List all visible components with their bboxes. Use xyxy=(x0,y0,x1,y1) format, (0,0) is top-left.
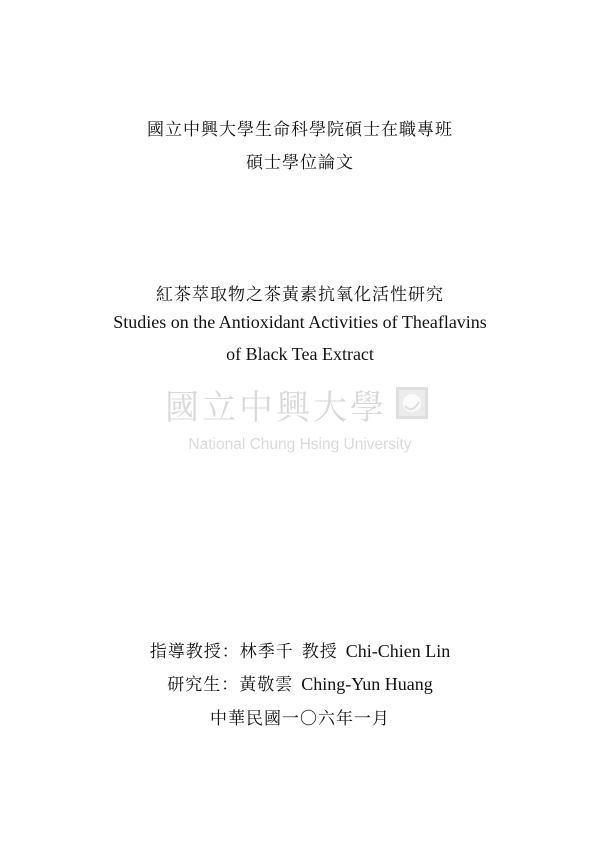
watermark-name-zh: 國立中興大學 xyxy=(165,388,387,428)
thesis-type: 碩士學位論文 xyxy=(246,153,354,173)
submission-date: 中華民國一〇六年一月 xyxy=(210,709,390,729)
advisor-name-en: Chi-Chien Lin xyxy=(345,641,451,661)
advisor-line xyxy=(0,637,600,662)
title-english-line-2: of Black Tea Extract xyxy=(226,344,374,364)
student-name-en: Ching-Yun Huang xyxy=(301,674,433,694)
nchu-emblem-icon xyxy=(395,386,429,420)
university-program: 國立中興大學生命科學院碩士在職專班 xyxy=(147,120,453,140)
title-chinese: 紅茶萃取物之茶黃素抗氧化活性研究 xyxy=(156,285,444,305)
advisor-title: 教授 xyxy=(301,642,338,662)
student-label: 研究生：黃敬雲 xyxy=(167,675,294,695)
advisor-label: 指導教授：林季千 xyxy=(149,642,294,662)
student-line xyxy=(0,670,600,695)
title-english-line-1: Studies on the Antioxidant Activities of Theaflavins xyxy=(113,312,487,332)
watermark-name-en: National Chung Hsing University xyxy=(188,436,412,453)
university-watermark xyxy=(165,380,435,465)
